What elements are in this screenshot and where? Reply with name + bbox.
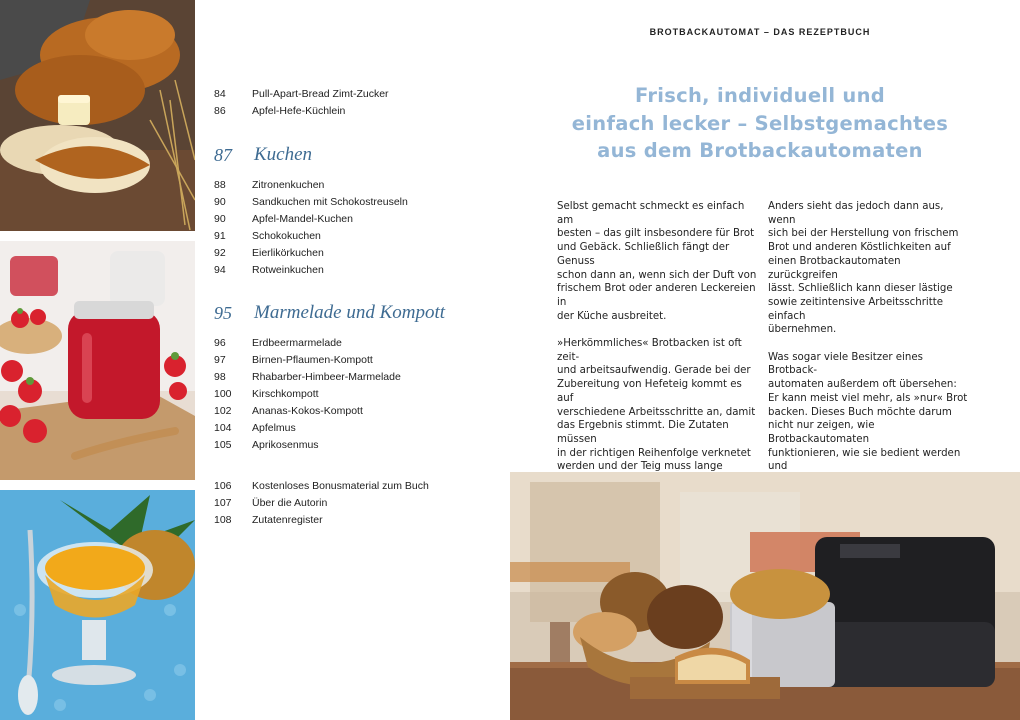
- body-paragraph: Anders sieht das jedoch dann aus, wenn sich bei der Herstellung von frischem Brot und anderen Köstlichkeiten auf einen Brotbackautomaten zurückgreifen lässt. Schließlich kann dieser lästige sowie zeitintensive Arbeitsschritte einfach übernehmen.: [768, 201, 959, 336]
- section-title: Marmelade und Kompott: [254, 302, 446, 323]
- toc-entry-title: Kostenloses Bonusmaterial zum Buch: [252, 480, 429, 492]
- bread-machine-photo: [510, 472, 1020, 720]
- toc-page-number: 86: [214, 105, 226, 117]
- section-page-number: 87: [214, 145, 232, 165]
- headline-line: aus dem Brotbackautomaten: [597, 139, 923, 162]
- toc-page-number: 96: [214, 337, 226, 349]
- toc-entry-title: Pull-Apart-Bread Zimt-Zucker: [252, 88, 389, 100]
- toc-page-number: 108: [214, 514, 232, 526]
- toc-page-number: 105: [214, 439, 232, 451]
- toc-entry-title: Birnen-Pflaumen-Kompott: [252, 354, 373, 366]
- braided-bread-photo: [0, 0, 195, 231]
- toc-entry-title: Sandkuchen mit Schokostreuseln: [252, 196, 408, 208]
- strawberry-jam-photo: [0, 241, 195, 480]
- toc-entry-title: Eierlikörkuchen: [252, 247, 324, 259]
- toc-entry-title: Kirschkompott: [252, 388, 319, 400]
- body-paragraph: Was sogar viele Besitzer eines Brotback- automaten außerdem oft übersehen: Er kann meist viel mehr, als »nur« Brot backen. Dieses Buch möchte darum nicht nur zeigen, wie Brotbackautomaten funktionieren, wie sie bedient werden und: [768, 351, 968, 473]
- body-paragraph: »Herkömmliches« Brotbacken ist oft zeit- und arbeitsaufwendig. Gerade bei der Zubereitung von Hefeteig kommt es auf verschiedene Arbeitsschritte an, damit das Ergebnis stimmt. Die Zutaten müssen in der richtigen Reihenfolge verknetet werden und der Teig muss lange: [557, 338, 756, 473]
- toc-entry-title: Apfelmus: [252, 422, 296, 434]
- toc-page-number: 91: [214, 230, 226, 242]
- toc-page-number: 107: [214, 497, 232, 509]
- toc-entry-title: Rhabarber-Himbeer-Marmelade: [252, 371, 401, 383]
- chapter-headline: [545, 82, 975, 165]
- headline-line: Frisch, individuell und: [634, 84, 886, 107]
- toc-page-number: 90: [214, 213, 226, 225]
- toc-page-number: 102: [214, 405, 232, 417]
- toc-entry-title: Schokokuchen: [252, 230, 321, 242]
- toc-page-number: 94: [214, 264, 226, 276]
- toc-page-number: 92: [214, 247, 226, 259]
- toc-entry-title: Zitronenkuchen: [252, 179, 325, 191]
- toc-page-number: 98: [214, 371, 226, 383]
- body-paragraph: Selbst gemacht schmeckt es einfach am besten – das gilt insbesondere für Brot und Gebäck. Schließlich fängt der Genuss schon dann an, wenn sich der Duft von frischem Brot oder anderen Leckereien in der Küche ausbreitet.: [557, 201, 757, 322]
- running-head: BROTBACKAUTOMAT – DAS REZEPTBUCH: [649, 27, 871, 37]
- toc-entry-title: Ananas-Kokos-Kompott: [252, 405, 363, 417]
- section-page-number: 95: [214, 303, 232, 323]
- section-title: Kuchen: [254, 144, 313, 165]
- toc-entry-title: Aprikosenmus: [252, 439, 319, 451]
- toc-entry-title: Über die Autorin: [252, 497, 328, 509]
- toc-entry-title: Apfel-Mandel-Kuchen: [252, 213, 353, 225]
- toc-entry-title: Apfel-Hefe-Küchlein: [252, 105, 346, 117]
- toc-entry-title: Zutatenregister: [252, 514, 323, 526]
- toc-entry-title: Erdbeermarmelade: [252, 337, 342, 349]
- toc-page-number: 106: [214, 480, 232, 492]
- toc-page-number: 84: [214, 88, 226, 100]
- toc-entry-title: Rotweinkuchen: [252, 264, 324, 276]
- headline-line: einfach lecker – Selbstgemachtes: [571, 111, 949, 135]
- toc-page-number: 88: [214, 179, 226, 191]
- toc-page-number: 90: [214, 196, 226, 208]
- toc-page-number: 97: [214, 354, 226, 366]
- toc-page-number: 100: [214, 388, 232, 400]
- pineapple-compote-photo: [0, 490, 195, 720]
- toc-page-number: 104: [214, 422, 232, 434]
